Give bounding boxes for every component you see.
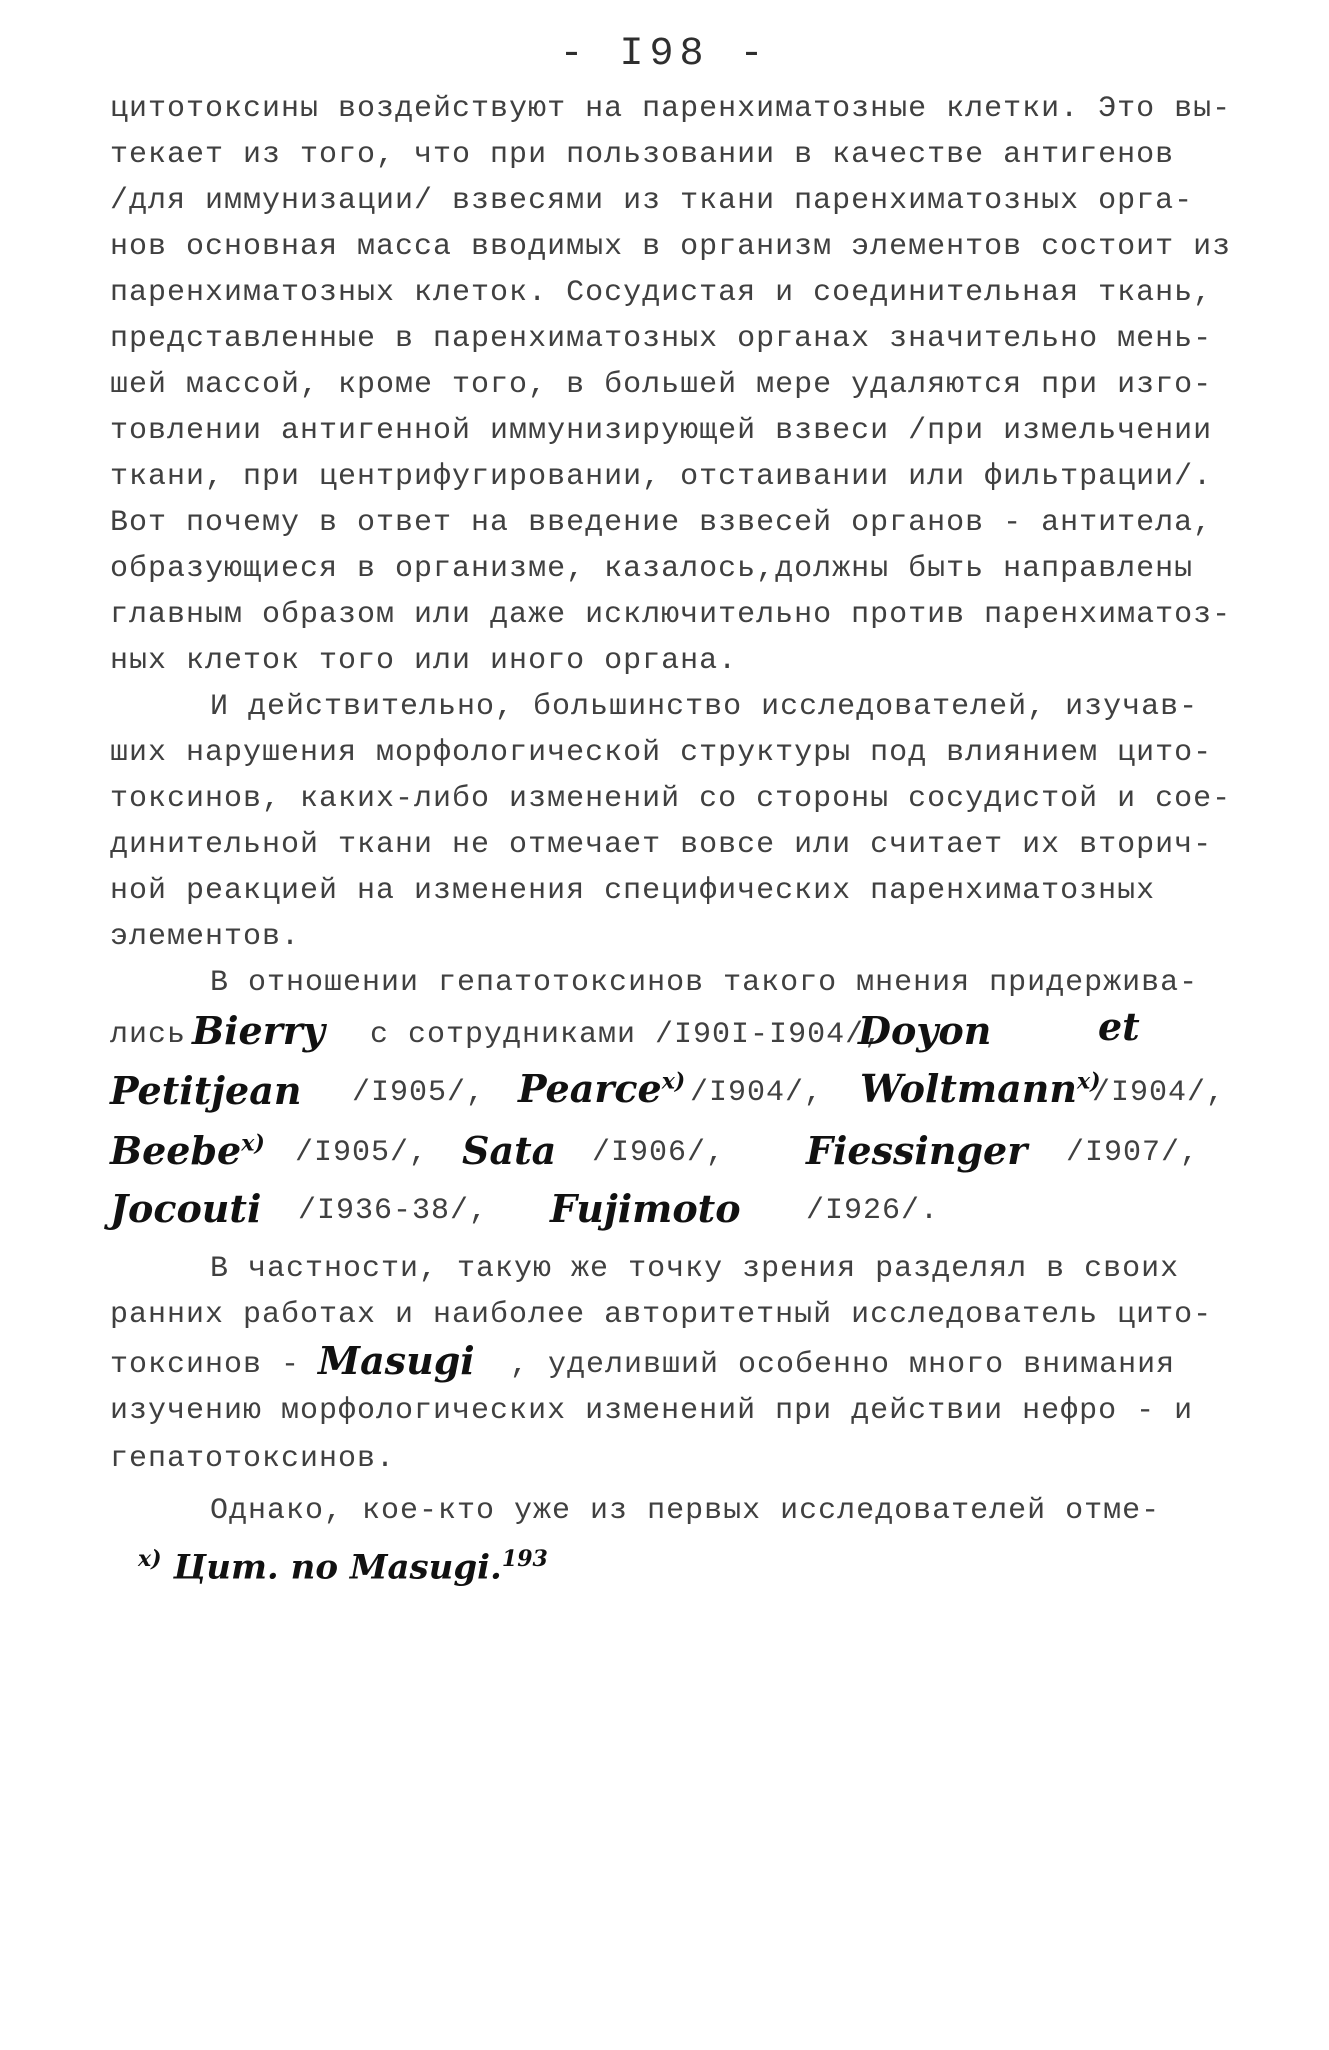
text-line: /I907/, bbox=[1066, 1136, 1200, 1170]
text-line: товлении антигенной иммунизирующей взвеси /при измельчении bbox=[110, 414, 1213, 448]
handwritten-name bbox=[110, 1128, 265, 1173]
text-line: Однако, кое-кто уже из первых исследователей отме- bbox=[210, 1494, 1161, 1528]
text-line: ших нарушения морфологической структуры под влиянием цито- bbox=[110, 736, 1213, 770]
text-line: нов основная масса вводимых в организм элементов состоит из bbox=[110, 230, 1232, 264]
handwritten-word: et bbox=[1098, 1004, 1140, 1049]
text-line: /для иммунизации/ взвесями из ткани паренхиматозных орга- bbox=[110, 184, 1194, 218]
text-line: , уделивший особенно много внимания bbox=[510, 1348, 1176, 1382]
text-line: В отношении гепатотоксинов такого мнения придержива- bbox=[210, 966, 1199, 1000]
handwritten-name: Masugi bbox=[318, 1338, 475, 1383]
text-line: токсинов - bbox=[110, 1348, 301, 1382]
text-line: В частности, такую же точку зрения разделял в своих bbox=[210, 1252, 1180, 1286]
handwritten-name: Fujimoto bbox=[550, 1186, 741, 1231]
text-line: шей массой, кроме того, в большей мере удаляются при изго- bbox=[110, 368, 1213, 402]
text-line: лись bbox=[110, 1018, 187, 1052]
footnote-marker: x) bbox=[241, 1130, 265, 1157]
footnote-marker: x) bbox=[138, 1546, 162, 1572]
footnote bbox=[138, 1546, 548, 1587]
footnote-ref: 193 bbox=[501, 1546, 548, 1572]
text-line: текает из того, что при пользовании в качестве антигенов bbox=[110, 138, 1175, 172]
handwritten-name bbox=[518, 1066, 685, 1111]
text-line: ранних работах и наиболее авторитетный исследователь цито- bbox=[110, 1298, 1213, 1332]
handwritten-name: Fiessinger bbox=[806, 1128, 1028, 1173]
handwritten-name bbox=[860, 1066, 1101, 1111]
footnote-text: Цит. по Masugi. bbox=[173, 1547, 502, 1588]
handwritten-name: Sata bbox=[462, 1128, 557, 1173]
text-line: динительной ткани не отмечает вовсе или считает их вторич- bbox=[110, 828, 1213, 862]
handwritten-name: Bierry bbox=[192, 1008, 325, 1053]
text-line: с сотрудниками /I90I-I904/, bbox=[370, 1018, 884, 1052]
text-line: элементов. bbox=[110, 920, 301, 954]
text-line: гепатотоксинов. bbox=[110, 1442, 396, 1476]
text-line: /I936-38/, bbox=[298, 1194, 489, 1228]
footnote-marker: x) bbox=[661, 1068, 686, 1095]
handwritten-name: Doyon bbox=[858, 1008, 992, 1053]
text-line: Вот почему в ответ на введение взвесей органов - антитела, bbox=[110, 506, 1213, 540]
text-line: /I905/, bbox=[295, 1136, 429, 1170]
text-line: ных клеток того или иного органа. bbox=[110, 644, 738, 678]
footnote-marker: x) bbox=[1077, 1068, 1101, 1095]
text-line: /I905/, bbox=[352, 1076, 486, 1110]
text-line: цитотоксины воздействуют на паренхиматозные клетки. Это вы- bbox=[110, 92, 1232, 126]
handwritten-name-text: Beebe bbox=[110, 1128, 242, 1173]
text-line: ной реакцией на изменения специфических паренхиматозных bbox=[110, 874, 1156, 908]
text-line: главным образом или даже исключительно против паренхиматоз- bbox=[110, 598, 1232, 632]
handwritten-name: Jocouti bbox=[110, 1186, 262, 1231]
text-line: токсинов, каких-либо изменений со стороны сосудистой и сое- bbox=[110, 782, 1232, 816]
text-line: ткани, при центрифугировании, отстаивании или фильтрации/. bbox=[110, 460, 1213, 494]
text-line: представленные в паренхиматозных органах значительно мень- bbox=[110, 322, 1213, 356]
text-line: /I904/, bbox=[690, 1076, 824, 1110]
text-line: изучению морфологических изменений при действии нефро - и bbox=[110, 1394, 1194, 1428]
text-line: /I906/, bbox=[592, 1136, 726, 1170]
text-line: образующиеся в организме, казалось,должны быть направлены bbox=[110, 552, 1194, 586]
text-line: И действительно, большинство исследователей, изучав- bbox=[210, 690, 1199, 724]
handwritten-name-text: Woltmann bbox=[860, 1066, 1077, 1111]
text-line: /I904/, bbox=[1092, 1076, 1226, 1110]
handwritten-name: Petitjean bbox=[110, 1068, 302, 1113]
page-number: - I98 - bbox=[559, 32, 770, 77]
handwritten-name-text: Pearce bbox=[518, 1066, 662, 1111]
text-line: паренхиматозных клеток. Сосудистая и соединительная ткань, bbox=[110, 276, 1213, 310]
text-line: /I926/. bbox=[806, 1194, 940, 1228]
